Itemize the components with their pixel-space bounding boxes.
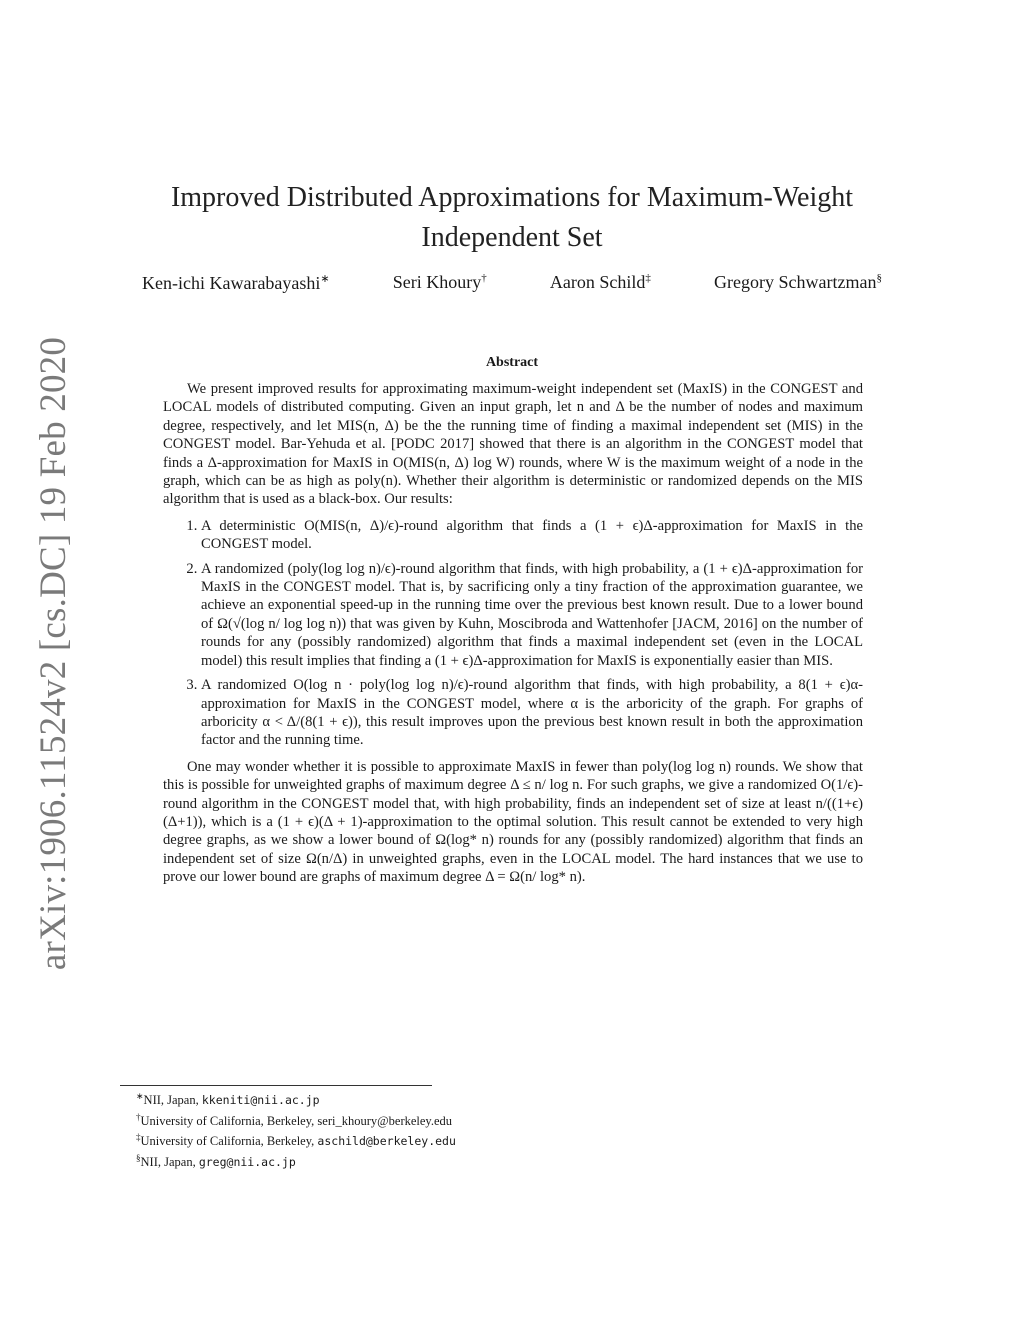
- arxiv-identifier: arXiv:1906.11524v2 [cs.DC] 19 Feb 2020: [33, 336, 75, 970]
- footnote-divider: [120, 1085, 432, 1086]
- author: Gregory Schwartzman§: [714, 272, 882, 292]
- email-link[interactable]: kkeniti@nii.ac.jp: [201, 1093, 320, 1108]
- author: Aaron Schild‡: [549, 272, 651, 292]
- footnote: ∗NII, Japan, kkeniti@nii.ac.jp: [136, 1091, 320, 1108]
- email-link[interactable]: seri_khoury@berkeley.edu: [317, 1113, 453, 1128]
- results-list: [163, 517, 863, 750]
- arxiv-watermark: [34, 338, 74, 968]
- result-item: 2. A randomized (poly(log log n)/ϵ)-round algorithm that finds, with high probability, a (1 + ϵ)Δ-approximation for MaxIS in the CONGEST model. That is, by sacrificing only a tiny fraction of the approximation guarantee, we achieve an exponential speed-up in the running time over the previous best known result. Due to a lower bound of Ω(√(log n/ log log n)) that was given by Kuhn, Moscibroda and Wattenhofer [JACM, 2016] on the number of rounds for any (possibly randomized) algorithm that finds a maximal independent set (even in the LOCAL model) this result implies that finding a (1 + ϵ)Δ-approximation for MaxIS is exponentially easier than MIS.: [201, 560, 863, 670]
- abstract-closing: One may wonder whether it is possible to approximate MaxIS in fewer than poly(log log n) rounds. We show that this is possible for unweighted graphs of maximum degree Δ ≤ n/ log n. For such graphs, we give a randomized O(1/ϵ)-round algorithm in the CONGEST model that, with high probability, finds an independent set of size at least n/((1+ϵ)(Δ+1)), which is a (1 + ϵ)(Δ + 1)-approximation to the optimal solution. This result cannot be extended to very high degree graphs, as we show a lower bound of Ω(log* n) rounds for any (possibly randomized) algorithm that finds an independent set of size Ω(n/Δ) in unweighted graphs, even in the LOCAL model. The hard instances that we use to prove our lower bound are graphs of maximum degree Δ = Ω(n/ log* n).: [163, 758, 863, 886]
- author-list: [120, 272, 904, 294]
- footnote: §NII, Japan, greg@nii.ac.jp: [136, 1152, 296, 1170]
- footnote: ‡University of California, Berkeley, aschild@berkeley.edu: [136, 1132, 456, 1149]
- abstract-heading: Abstract: [485, 355, 539, 370]
- author: Seri Khoury†: [392, 272, 487, 292]
- abstract-body: [163, 380, 863, 887]
- email-link[interactable]: greg@nii.ac.jp: [198, 1155, 296, 1170]
- result-item: 3. A randomized O(log n · poly(log log n)/ϵ)-round algorithm that finds, with high probability, a 8(1 + ϵ)α-approximation for MaxIS in the CONGEST model, where α is the arboricity of the graph. For graphs of arboricity α < Δ/(8(1 + ϵ)), this result improves upon the previous best known result in both the approximation factor and the running time.: [201, 676, 863, 750]
- footnote: †University of California, Berkeley, seri_khoury@berkeley.edu: [136, 1111, 453, 1128]
- author: Ken-ichi Kawarabayashi∗: [142, 273, 330, 293]
- result-item: 1. A deterministic O(MIS(n, Δ)/ϵ)-round algorithm that finds a (1 + ϵ)Δ-approximation for MaxIS in the CONGEST model.: [201, 517, 863, 554]
- abstract-intro: We present improved results for approximating maximum-weight independent set (MaxIS) in the CONGEST and LOCAL models of distributed computing. Given an input graph, let n and Δ be the number of nodes and maximum degree, respectively, and let MIS(n, Δ) be the the running time of finding a maximal independent set (MIS) in the CONGEST model. Bar-Yehuda et al. [PODC 2017] showed that there is an algorithm in the CONGEST model that finds a Δ-approximation for MaxIS in O(MIS(n, Δ) log W) rounds, where W is the maximum weight of a node in the graph, which can be as high as poly(n). Whether their algorithm is deterministic or randomized depends on the MIS algorithm that is used as a black-box. Our results:: [163, 381, 863, 508]
- email-link[interactable]: aschild@berkeley.edu: [317, 1134, 456, 1149]
- paper-title: Improved Distributed Approximations for Maximum-Weight Independent Set: [170, 182, 854, 253]
- footnotes: [136, 1088, 696, 1171]
